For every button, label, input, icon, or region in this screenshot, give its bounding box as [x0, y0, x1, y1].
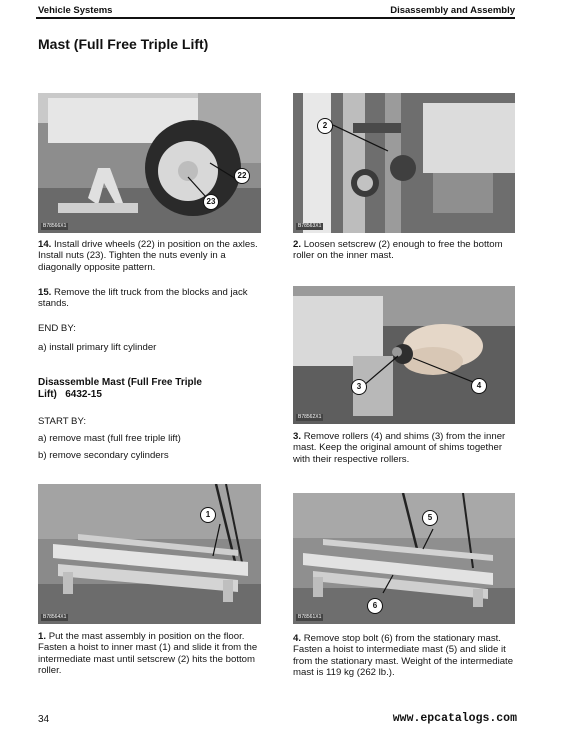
- page-number: 34: [38, 714, 50, 725]
- photo-inner-mast-hoist: [38, 484, 261, 624]
- page-title: Mast (Full Free Triple Lift): [38, 36, 209, 52]
- callout-4: 4: [471, 378, 487, 394]
- header-chapter-name: Disassembly and Assembly: [390, 5, 515, 16]
- photo-tag: B78561X1: [298, 614, 322, 620]
- photo-setscrew: [293, 93, 515, 233]
- photo-tag: B78564X1: [43, 614, 67, 620]
- header-rule: [36, 17, 515, 19]
- callout-22: 22: [234, 168, 250, 184]
- callout-23: 23: [203, 194, 219, 210]
- callout-2: 2: [317, 118, 333, 134]
- inner-mast-illustration: [38, 484, 261, 624]
- end-by-item: a) install primary lift cylinder: [38, 342, 157, 353]
- callout-1: 1: [200, 507, 216, 523]
- photo-tag: B78562X1: [298, 414, 322, 420]
- callout-6: 6: [367, 598, 383, 614]
- drive-wheel-illustration: [38, 93, 261, 233]
- start-by-label: START BY:: [38, 416, 86, 427]
- setscrew-illustration: [293, 93, 515, 233]
- start-by-item: a) remove mast (full free triple lift): [38, 433, 181, 444]
- step-3: 3. Remove rollers (4) and shims (3) from the inner mast. Keep the original amount of shims together with their respective rollers.: [293, 431, 506, 465]
- step-14: 14. Install drive wheels (22) in position on the axles. Install nuts (23). Tighten the nuts evenly in a diagonally opposite pattern.: [38, 239, 258, 273]
- callout-3: 3: [351, 379, 367, 395]
- intermediate-mast-illustration: [293, 493, 515, 624]
- photo-drive-wheel: [38, 93, 261, 233]
- header-section-name: Vehicle Systems: [38, 5, 113, 16]
- photo-tag: B78566X1: [43, 223, 67, 229]
- section-heading: Disassemble Mast (Full Free Triple Lift) 6432-15: [38, 377, 202, 400]
- callout-5: 5: [422, 510, 438, 526]
- step-1: 1. Put the mast assembly in position on the floor. Fasten a hoist to inner mast (1) and slide it from the intermediate mast until setscrew (2) hits the bottom roller.: [38, 631, 258, 676]
- photo-tag: B78563X1: [298, 223, 322, 229]
- start-by-item: b) remove secondary cylinders: [38, 450, 169, 461]
- step-2: 2. Loosen setscrew (2) enough to free the bottom roller on the inner mast.: [293, 239, 503, 262]
- section-code: 6432-15: [65, 389, 102, 400]
- watermark-url: www.epcatalogs.com: [392, 712, 517, 725]
- step-4: 4. Remove stop bolt (6) from the stationary mast. Fasten a hoist to intermediate mast (5) and slide it from the stationary mast. Weight of the intermediate mast is 119 kg (262 lb.).: [293, 633, 514, 678]
- step-15: 15. Remove the lift truck from the blocks and jack stands.: [38, 287, 248, 310]
- end-by-label: END BY:: [38, 323, 76, 334]
- photo-intermediate-mast-hoist: [293, 493, 515, 624]
- rollers-illustration: [293, 286, 515, 424]
- photo-rollers: [293, 286, 515, 424]
